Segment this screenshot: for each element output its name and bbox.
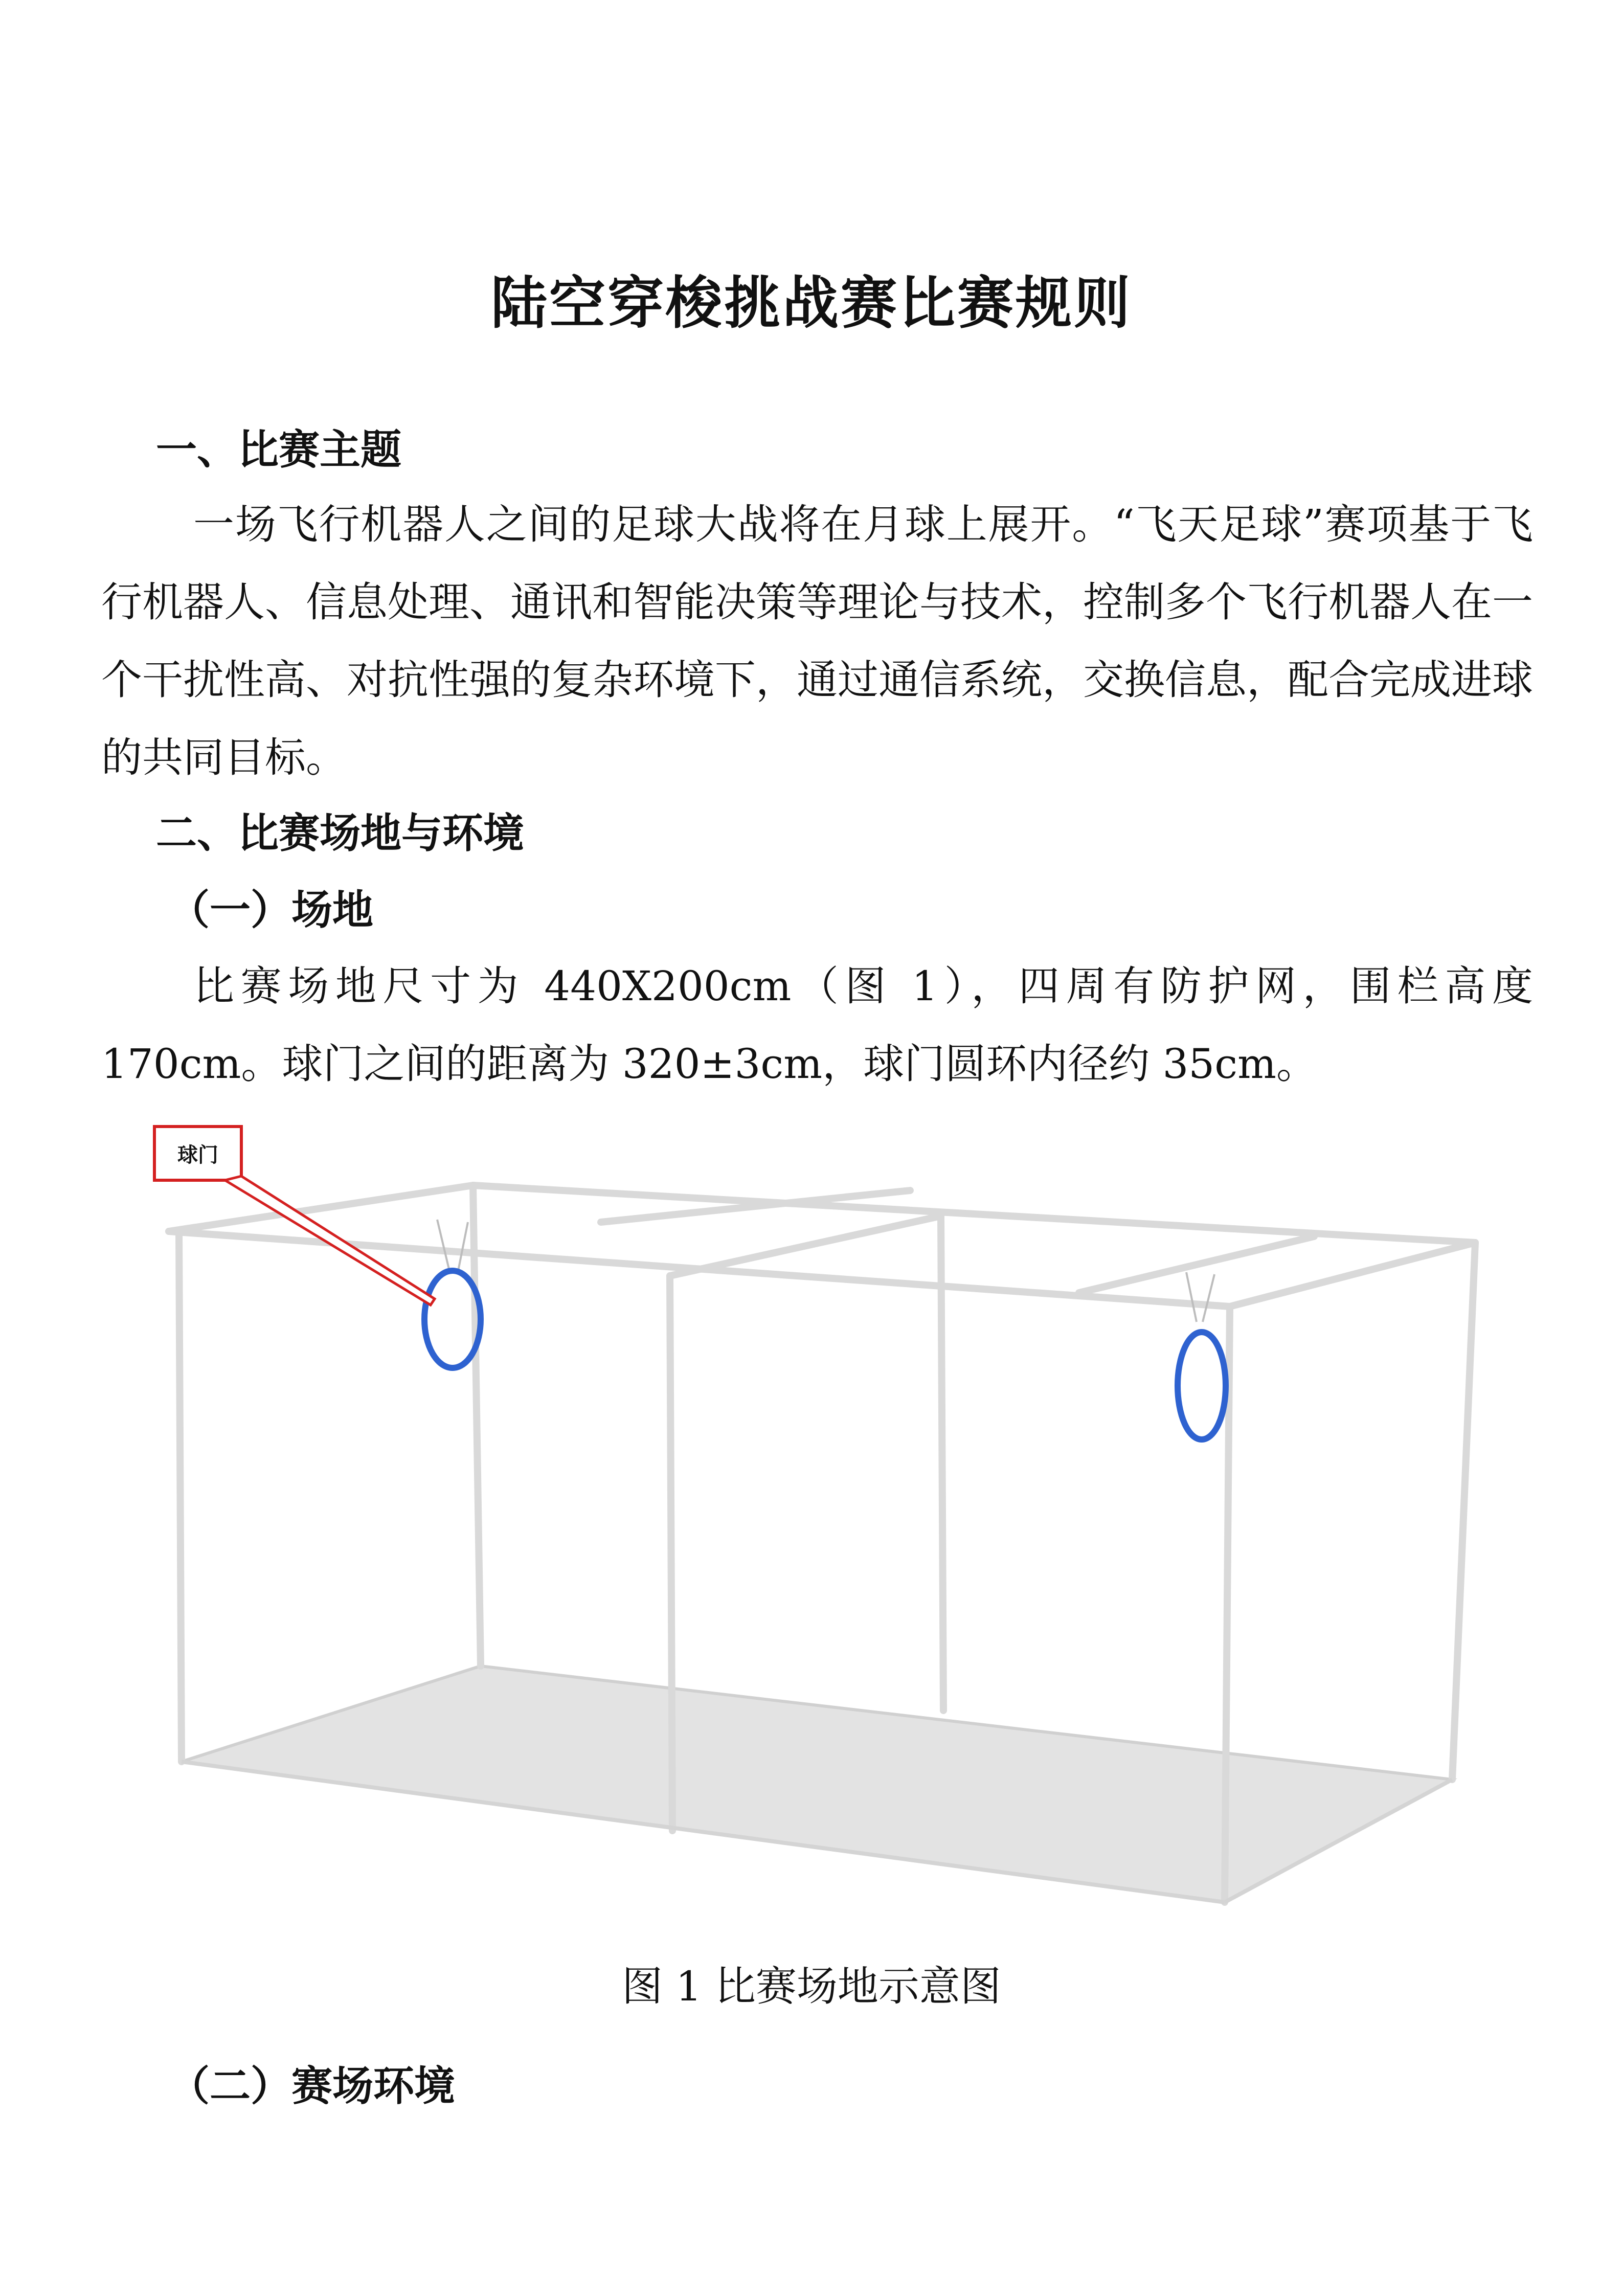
subsection-heading-field: （一）场地 — [169, 886, 373, 934]
field-floor — [182, 1666, 1452, 1902]
field-diagram — [0, 1110, 1623, 1918]
subsection-heading-environment: （二）赛场环境 — [169, 2062, 455, 2110]
field-paragraph: 比赛场地尺寸为 440X200cm（图 1），四周有防护网，围栏高度 170cm。球门之间的距离为 320±3cm，球门圆环内径约 35cm。 — [101, 962, 1533, 1088]
figure-caption: 图 1 比赛场地示意图 — [622, 1963, 1001, 2010]
section-heading-theme: 一、比赛主题 — [156, 426, 401, 474]
theme-paragraph: 一场飞行机器人之间的足球大战将在月球上展开。“飞天足球”赛项基于飞行机器人、信息处理、通讯和智能决策等理论与技术，控制多个飞行机器人在一个干扰性高、对抗性强的复杂环境下，通过通信系统，交换信息，配合完成进球的共同目标。 — [101, 501, 1533, 781]
goal-callout-label: 球门 — [177, 1143, 218, 1167]
section-heading-venue: 二、比赛场地与环境 — [156, 809, 524, 857]
goal-ring-right — [1178, 1332, 1226, 1439]
page-title: 陆空穿梭挑战赛比赛规则 — [491, 270, 1132, 336]
